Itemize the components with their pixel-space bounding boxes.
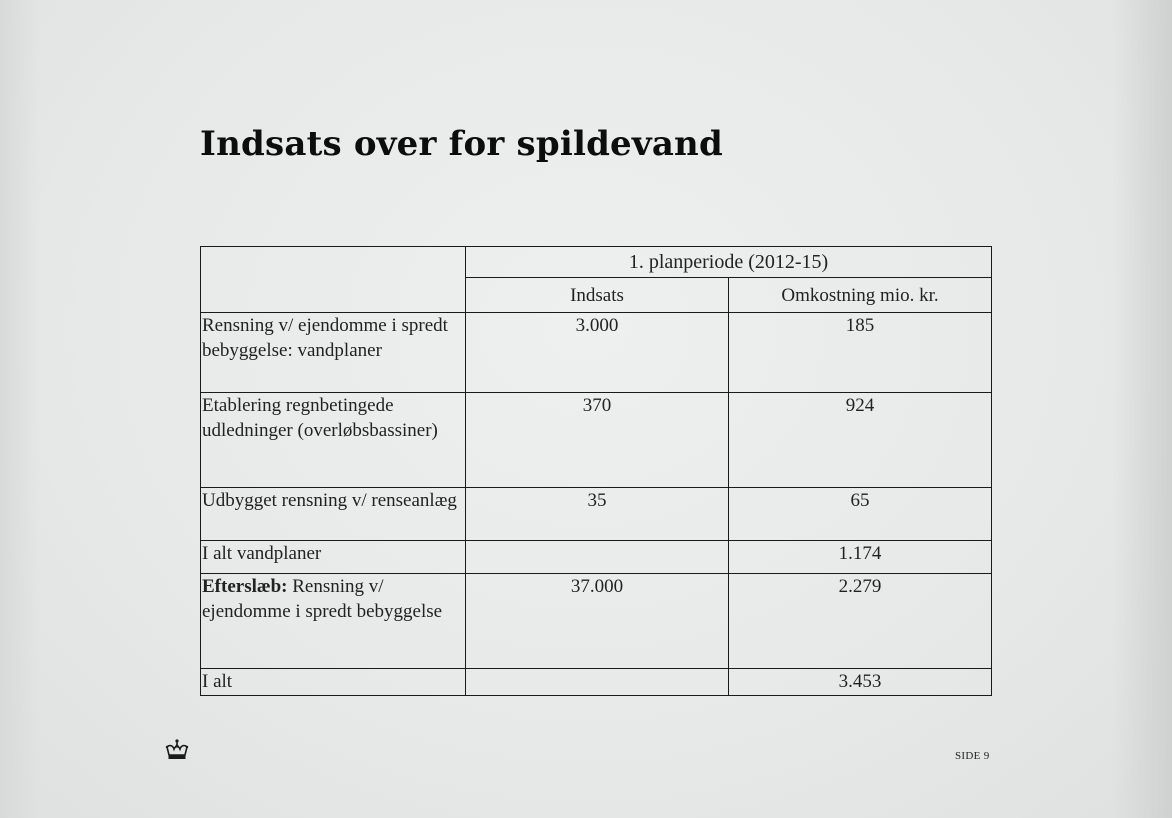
column-header-omkostning: Omkostning mio. kr. (729, 278, 992, 313)
period-header: 1. planperiode (2012-15) (466, 247, 992, 278)
column-header-indsats: Indsats (466, 278, 729, 313)
row-omkostning-value: 924 (729, 393, 992, 488)
row-omkostning-value: 3.453 (729, 669, 992, 696)
row-label: I alt (201, 669, 466, 696)
row-label: I alt vandplaner (201, 541, 466, 574)
table-row-total (201, 669, 992, 696)
table-header-empty-cell (201, 247, 466, 313)
row-indsats-value: 3.000 (466, 313, 729, 393)
row-label-bold-prefix: Efterslæb: (202, 576, 288, 597)
row-indsats-value (466, 541, 729, 574)
wastewater-effort-table (200, 246, 992, 696)
row-label: Etablering regnbetingede udledninger (overløbsbassiner) (201, 393, 466, 488)
row-label: Udbygget rensning v/ renseanlæg (201, 488, 466, 541)
table-row (201, 488, 992, 541)
row-omkostning-value: 65 (729, 488, 992, 541)
table-header-row-period (201, 247, 992, 278)
row-label: Rensning v/ ejendomme i spredt bebyggelse: vandplaner (201, 313, 466, 393)
row-omkostning-value: 1.174 (729, 541, 992, 574)
table-row (201, 313, 992, 393)
row-indsats-value (466, 669, 729, 696)
table-row-subtotal (201, 541, 992, 574)
scan-edge-right (1112, 0, 1172, 818)
slide-title: Indsats over for spildevand (200, 124, 723, 164)
row-indsats-value: 37.000 (466, 574, 729, 669)
crown-logo-icon (164, 738, 190, 762)
row-indsats-value: 370 (466, 393, 729, 488)
row-label-rest: Rensning v/ ejendomme i spredt bebyggelse (202, 576, 443, 622)
row-label (201, 574, 466, 669)
page-number: SIDE 9 (955, 750, 990, 762)
row-omkostning-value: 2.279 (729, 574, 992, 669)
row-omkostning-value: 185 (729, 313, 992, 393)
table-row (201, 393, 992, 488)
row-indsats-value: 35 (466, 488, 729, 541)
scan-edge-left (0, 0, 40, 818)
table-row (201, 574, 992, 669)
